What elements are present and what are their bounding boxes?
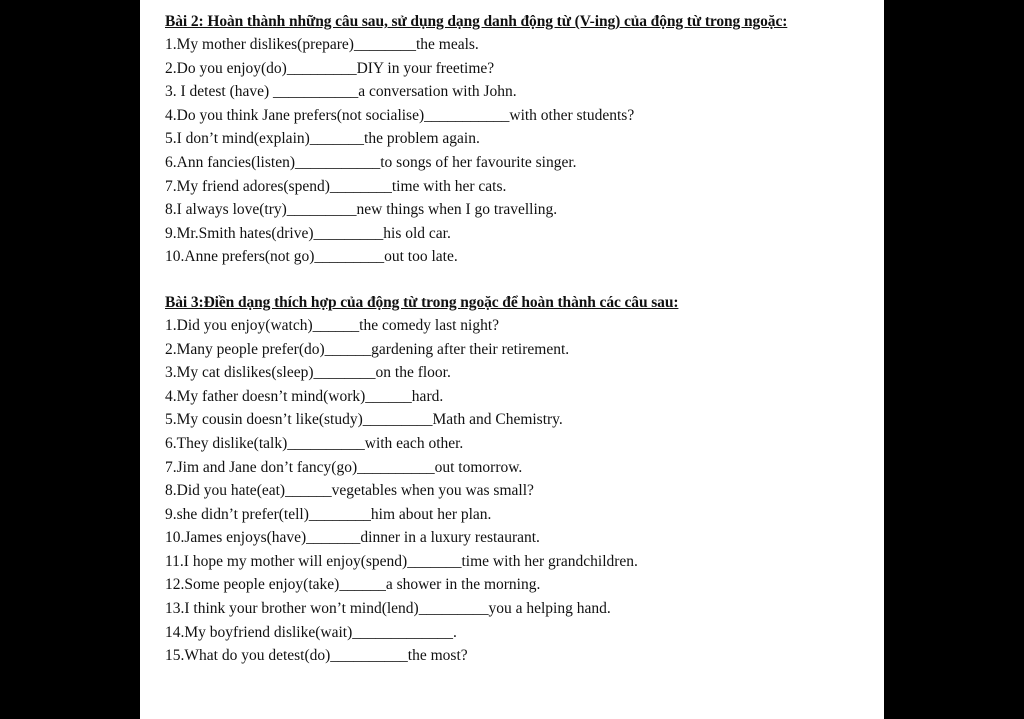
exercise-2-item-3: 3. I detest (have) ___________a conversation with John. [165, 83, 517, 101]
exercise-2-item-10: 10.Anne prefers(not go)_________out too late. [165, 248, 458, 266]
worksheet-page [140, 0, 884, 719]
exercise-2-item-8: 8.I always love(try)_________new things when I go travelling. [165, 201, 558, 219]
exercise-3-item-10: 10.James enjoys(have)_______dinner in a luxury restaurant. [165, 529, 540, 547]
exercise-3-item-3: 3.My cat dislikes(sleep)________on the floor. [165, 364, 451, 382]
exercise-3-item-12: 12.Some people enjoy(take)______a shower in the morning. [165, 576, 541, 594]
exercise-3-item-1: 1.Did you enjoy(watch)______the comedy last night? [165, 316, 500, 334]
exercise-2-heading: Bài 2: Hoàn thành những câu sau, sử dụng dạng danh động từ (V-ing) của động từ trong ngoặc: [165, 13, 788, 30]
exercise-2-item-6: 6.Ann fancies(listen)___________to songs of her favourite singer. [165, 153, 577, 171]
exercise-3-item-15: 15.What do you detest(do)__________the most? [165, 647, 468, 665]
exercise-2-item-1: 1.My mother dislikes(prepare)________the meals. [165, 36, 479, 53]
worksheet-content [165, 10, 870, 668]
exercise-2-item-5: 5.I don’t mind(explain)_______the problem again. [165, 130, 480, 148]
exercise-3-item-9: 9.she didn’t prefer(tell)________him about her plan. [165, 505, 492, 523]
exercise-3-item-2: 2.Many people prefer(do)______gardening after their retirement. [165, 340, 570, 358]
exercise-3-item-7: 7.Jim and Jane don’t fancy(go)__________out tomorrow. [165, 458, 523, 476]
exercise-3-heading: Bài 3:Điền dạng thích hợp của động từ trong ngoặc để hoàn thành các câu sau: [165, 293, 679, 311]
exercise-2-item-7: 7.My friend adores(spend)________time with her cats. [165, 177, 507, 195]
exercise-2-item-9: 9.Mr.Smith hates(drive)_________his old car. [165, 224, 451, 242]
section-spacer [165, 269, 870, 291]
exercise-2-item-2: 2.Do you enjoy(do)_________DIY in your freetime? [165, 59, 495, 77]
exercise-3-item-6: 6.They dislike(talk)__________with each other. [165, 434, 464, 452]
exercise-3-item-13: 13.I think your brother won’t mind(lend)_________you a helping hand. [165, 600, 611, 618]
exercise-3-item-4: 4.My father doesn’t mind(work)______hard. [165, 387, 444, 405]
exercise-2-list [165, 33, 870, 269]
exercise-3-list [165, 314, 870, 668]
exercise-2-item-4: 4.Do you think Jane prefers(not socialise)___________with other students? [165, 106, 635, 124]
exercise-3-item-14: 14.My boyfriend dislike(wait)_____________. [165, 623, 457, 641]
exercise-3-item-11: 11.I hope my mother will enjoy(spend)_______time with her grandchildren. [165, 552, 638, 570]
exercise-3-item-8: 8.Did you hate(eat)______vegetables when you was small? [165, 482, 534, 500]
exercise-3-item-5: 5.My cousin doesn’t like(study)_________Math and Chemistry. [165, 411, 563, 429]
